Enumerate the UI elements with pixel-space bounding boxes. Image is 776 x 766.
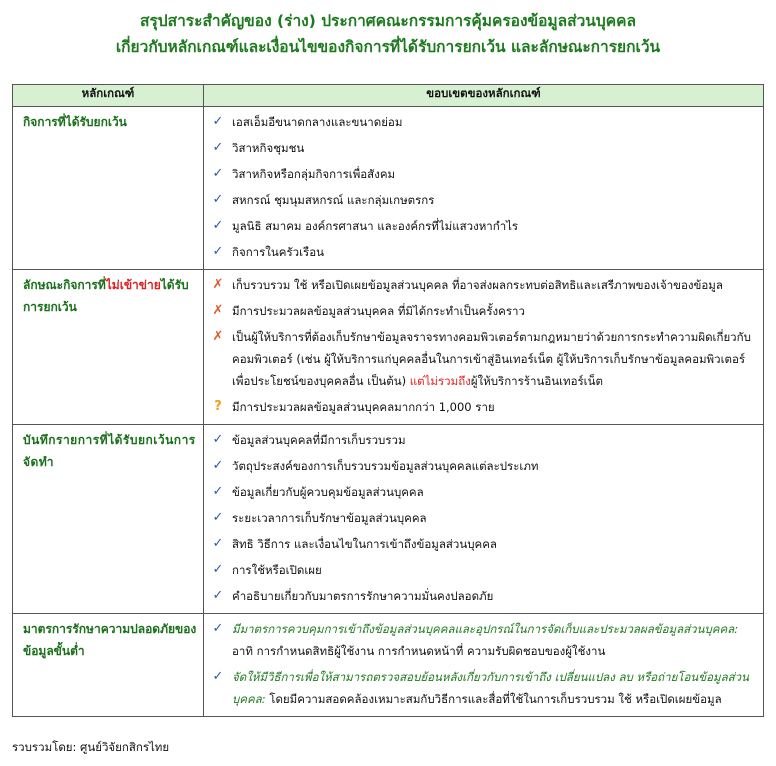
scope-minimum-security (204, 614, 764, 717)
check-icon: ✓ (212, 218, 224, 233)
table-row-exempt-records (13, 425, 764, 614)
check-icon: ✓ (212, 621, 224, 636)
list-item: ✗ เก็บรวบรวม ใช้ หรือเปิดเผยข้อมูลส่วนบุคคล ที่อาจส่งผลกระทบต่อสิทธิและเสรีภาพของเจ้าของข้อมูล (210, 274, 757, 296)
check-icon: ✓ (212, 562, 224, 577)
document-title (0, 8, 776, 60)
check-icon: ✓ (212, 588, 224, 603)
list-item: ✓ กิจการในครัวเรือน (210, 241, 757, 263)
list-item: ✓ วัตถุประสงค์ของการเก็บรวบรวมข้อมูลส่วนบุคคลแต่ละประเภท (210, 455, 757, 477)
highlight-not-eligible: ไม่เข้าข่าย (105, 278, 161, 292)
check-icon: ✓ (212, 484, 224, 499)
list-item: ? มีการประมวลผลข้อมูลส่วนบุคคลมากกว่า 1,000 ราย (210, 396, 757, 418)
cross-icon: ✗ (212, 303, 224, 318)
scope-exempt-businesses (204, 107, 764, 270)
list-item: ✓ การใช้หรือเปิดเผย (210, 559, 757, 581)
list-item: ✓ ระยะเวลาการเก็บรักษาข้อมูลส่วนบุคคล (210, 507, 757, 529)
question-icon: ? (214, 399, 222, 414)
list-item: ✓ สหกรณ์ ชุมนุมสหกรณ์ และกลุ่มเกษตรกร (210, 189, 757, 211)
check-icon: ✓ (212, 114, 224, 129)
criteria-non-exempt-characteristics: ลักษณะกิจการที่ไม่เข้าข่ายได้รับการยกเว้น (13, 270, 204, 425)
list-item: ✗ มีการประมวลผลข้อมูลส่วนบุคคล ที่มิได้กระทำเป็นครั้งคราว (210, 300, 757, 322)
list-item: ✓ จัดให้มีวิธีการเพื่อให้สามารถตรวจสอบย้อนหลังเกี่ยวกับการเข้าถึง เปลี่ยนแปลง ลบ หรือถ่ายโอนข้อมูลส่วนบุคคล: โดยมีความสอดคล้องเหมาะสมกับวิธีการและสื่อที่ใช้ในการเก็บรวบรวม ใช้ หรือเปิดเผยข้อมูล (210, 666, 757, 710)
list-item: ✓ ข้อมูลเกี่ยวกับผู้ควบคุมข้อมูลส่วนบุคคล (210, 481, 757, 503)
table-row-non-exempt-characteristics (13, 270, 764, 425)
criteria-exempt-businesses: กิจการที่ได้รับยกเว้น (13, 107, 204, 270)
list-item: ✓ เอสเอ็มอีขนาดกลางและขนาดย่อม (210, 111, 757, 133)
header-scope: ขอบเขตของหลักเกณฑ์ (204, 85, 764, 107)
criteria-table (12, 84, 764, 717)
check-icon: ✓ (212, 536, 224, 551)
list-item: ✓ มูลนิธิ สมาคม องค์กรศาสนา และองค์กรที่ไม่แสวงหากำไร (210, 215, 757, 237)
table-row-minimum-security (13, 614, 764, 717)
check-icon: ✓ (212, 432, 224, 447)
list-item: ✓ มีมาตรการควบคุมการเข้าถึงข้อมูลส่วนบุคคลและอุปกรณ์ในการจัดเก็บและประมวลผลข้อมูลส่วนบุคคล: อาทิ การกำหนดสิทธิผู้ใช้งาน การกำหนดหน้าที่ ความรับผิดชอบของผู้ใช้งาน (210, 618, 757, 662)
check-icon: ✓ (212, 166, 224, 181)
check-icon: ✓ (212, 244, 224, 259)
cross-icon: ✗ (212, 329, 224, 344)
list-item: ✓ คำอธิบายเกี่ยวกับมาตรการรักษาความมั่นคงปลอดภัย (210, 585, 757, 607)
check-icon: ✓ (212, 458, 224, 473)
cross-icon: ✗ (212, 277, 224, 292)
highlight-except: แต่ไม่รวมถึง (409, 374, 471, 388)
source-footer: รวบรวมโดย: ศูนย์วิจัยกสิกรไทย (12, 740, 170, 754)
list-item: ✓ วิสาหกิจชุมชน (210, 137, 757, 159)
check-icon: ✓ (212, 140, 224, 155)
check-icon: ✓ (212, 192, 224, 207)
header-criteria: หลักเกณฑ์ (13, 85, 204, 107)
criteria-exempt-records: บันทึกรายการที่ได้รับยกเว้นการจัดทำ (13, 425, 204, 614)
scope-non-exempt-characteristics (204, 270, 764, 425)
list-item: ✓ วิสาหกิจหรือกลุ่มกิจการเพื่อสังคม (210, 163, 757, 185)
criteria-minimum-security: มาตรการรักษาความปลอดภัยของข้อมูลขั้นต่ำ (13, 614, 204, 717)
table-header-row (13, 85, 764, 107)
scope-exempt-records (204, 425, 764, 614)
list-item: ✗ เป็นผู้ให้บริการที่ต้องเก็บรักษาข้อมูลจราจรทางคอมพิวเตอร์ตามกฎหมายว่าด้วยการกระทำความผิดเกี่ยวกับคอมพิวเตอร์ (เช่น ผู้ให้บริการแก่บุคคลอื่นในการเข้าสู่อินเทอร์เน็ต ผู้ให้บริการเก็บรักษาข้อมูลคอมพิวเตอร์เพื่อประโยชน์ของบุคคลอื่น เป็นต้น) แต่ไม่รวมถึงผู้ให้บริการร้านอินเทอร์เน็ต (210, 326, 757, 392)
title-line-1: สรุปสาระสำคัญของ (ร่าง) ประกาศคณะกรรมการคุ้มครองข้อมูลส่วนบุคคล (140, 12, 636, 30)
check-icon: ✓ (212, 510, 224, 525)
check-icon: ✓ (212, 669, 224, 684)
title-line-2: เกี่ยวกับหลักเกณฑ์และเงื่อนไขของกิจการที่ได้รับการยกเว้น และลักษณะการยกเว้น (115, 38, 661, 56)
list-item: ✓ ข้อมูลส่วนบุคคลที่มีการเก็บรวบรวม (210, 429, 757, 451)
list-item: ✓ สิทธิ วิธีการ และเงื่อนไขในการเข้าถึงข้อมูลส่วนบุคคล (210, 533, 757, 555)
table-row-exempt-businesses (13, 107, 764, 270)
